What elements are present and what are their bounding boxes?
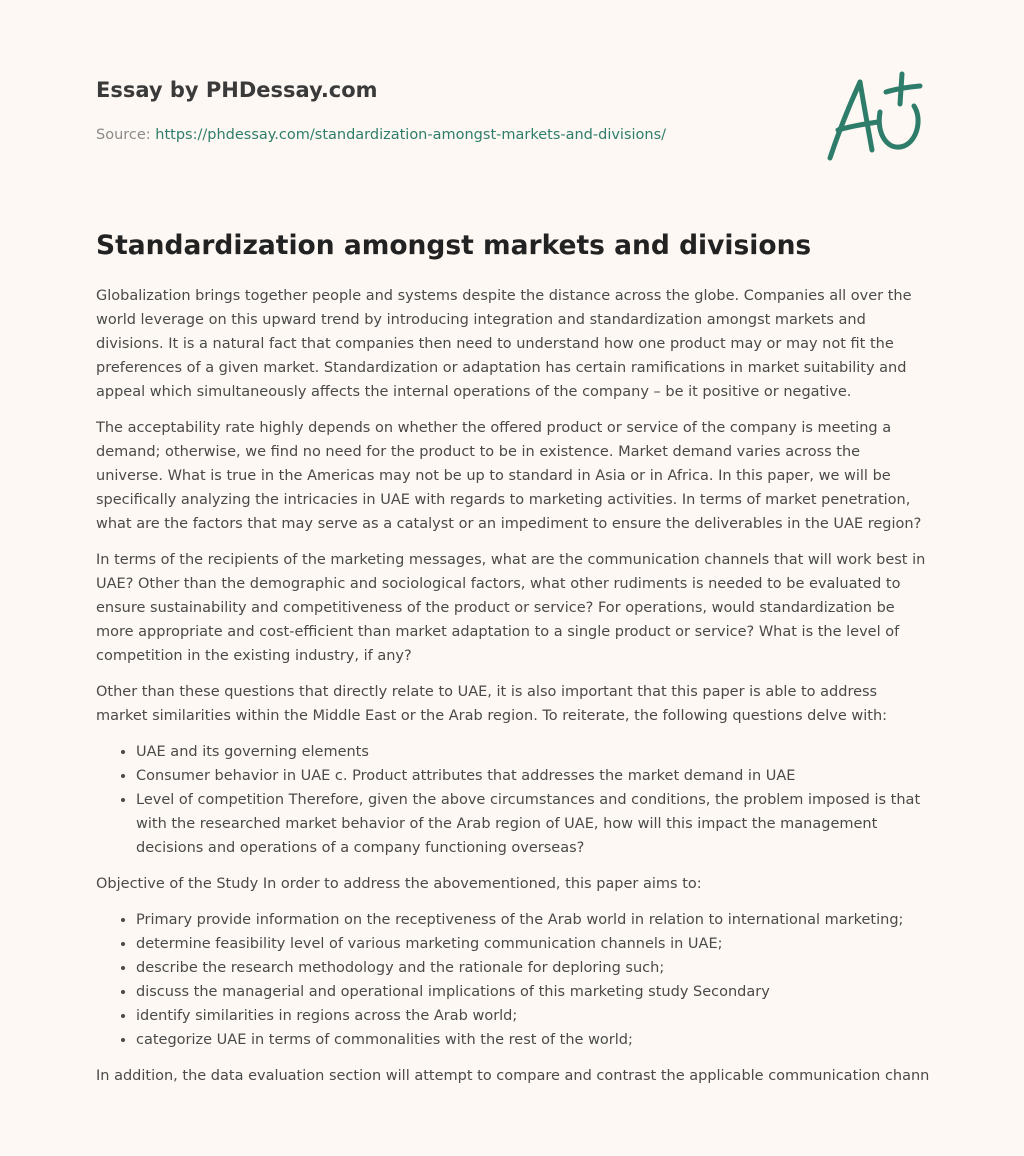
site-title: Essay by PHDessay.com (96, 78, 378, 102)
source-line (96, 125, 796, 145)
list-item: • identify similarities in regions across the Arab world; (136, 1004, 930, 1028)
essay-paragraph: Other than these questions that directly relate to UAE, it is also important that this paper is able to address market similarities within the Middle East or the Arab region. To reiterate, the following questions delve with: (96, 684, 888, 724)
a-plus-logo-icon (822, 68, 926, 164)
essay-content (96, 226, 930, 1100)
essay-title: Standardization amongst markets and divisions (96, 230, 812, 261)
source-link[interactable]: https://phdessay.com/standardization-amongst-markets-and-divisions/ (155, 127, 667, 143)
essay-paragraph: Objective of the Study In order to address the abovementioned, this paper aims to: (96, 876, 702, 892)
essay-paragraph: The acceptability rate highly depends on whether the offered product or service of the company is meeting a demand; otherwise, we find no need for the product to be in existence. Market demand varies across the universe. What is true in the Americas may not be up to standard in Asia or in Africa. In this paper, we will be specifically analyzing the intricacies in UAE with regards to marketing activities. In terms of market penetration, what are the factors that may serve as a catalyst or an impediment to ensure the deliverables in the UAE region? (96, 420, 922, 532)
list-item: • Consumer behavior in UAE c. Product attributes that addresses the market demand in UAE (136, 764, 930, 788)
list-item: • determine feasibility level of various marketing communication channels in UAE; (136, 932, 930, 956)
objectives-list (96, 908, 930, 1052)
list-item: • categorize UAE in terms of commonalities with the rest of the world; (136, 1028, 930, 1052)
list-item: • Primary provide information on the receptiveness of the Arab world in relation to international marketing; (136, 908, 930, 932)
list-item: • UAE and its governing elements (136, 740, 930, 764)
essay-paragraph: In addition, the data evaluation section will attempt to compare and contrast the applicable communication chann (96, 1068, 930, 1084)
page-header (96, 76, 796, 145)
list-item: • describe the research methodology and the rationale for deploring such; (136, 956, 930, 980)
list-item: • Level of competition Therefore, given the above circumstances and conditions, the problem imposed is that with the researched market behavior of the Arab region of UAE, how will this impact the management decisions and operations of a company functioning overseas? (136, 788, 930, 860)
list-item: • discuss the managerial and operational implications of this marketing study Secondary (136, 980, 930, 1004)
essay-paragraph: Globalization brings together people and systems despite the distance across the globe. Companies all over the world leverage on this upward trend by introducing integration and standardization amongst markets and divisions. It is a natural fact that companies then need to understand how one product may or may not fit the preferences of a given market. Standardization or adaptation has certain ramifications in market suitability and appeal which simultaneously affects the internal operations of the company – be it positive or negative. (96, 288, 912, 400)
questions-list (96, 740, 930, 860)
source-label: Source: (96, 127, 151, 143)
essay-paragraph: In terms of the recipients of the marketing messages, what are the communication channels that will work best in UAE? Other than the demographic and sociological factors, what other rudiments is needed to be evaluated to ensure sustainability and competitiveness of the product or service? For operations, would standardization be more appropriate and cost-efficient than market adaptation to a single product or service? What is the level of competition in the existing industry, if any? (96, 552, 926, 664)
